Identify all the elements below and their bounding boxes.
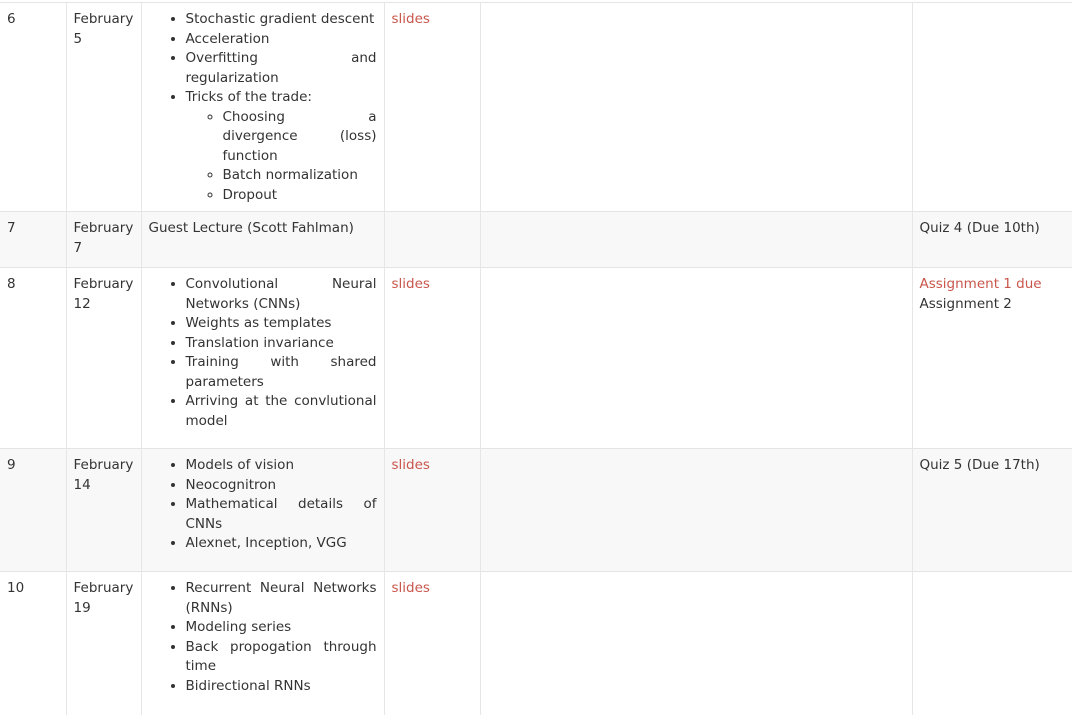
topic-item: • Weights as templates [186, 314, 377, 334]
table-row [0, 572, 1072, 715]
topic-list [149, 456, 377, 554]
topic-text: Guest Lecture (Scott Fahlman) [141, 212, 384, 268]
notes-cell [912, 3, 1072, 212]
extra-cell [480, 572, 912, 715]
lecture-date: February 12 [66, 268, 141, 449]
topic-item: • Recurrent Neural Networks (RNNs) [186, 579, 377, 618]
topic-item [186, 88, 377, 205]
subtopic-item: ◦ Batch normalization [223, 166, 377, 186]
topic-item: • Bidirectional RNNs [186, 677, 377, 697]
extra-cell [480, 449, 912, 572]
slides-link[interactable]: slides [391, 580, 430, 596]
topic-item: • Translation invariance [186, 334, 377, 354]
subtopic-item: ◦ Choosing a divergence (loss) function [223, 108, 377, 167]
topics-cell [141, 449, 384, 572]
subtopic-list [186, 108, 377, 206]
slides-link[interactable]: slides [391, 11, 430, 27]
assignment-due-link[interactable]: Assignment 1 due [919, 276, 1042, 292]
slides-cell [384, 449, 480, 572]
extra-cell [480, 268, 912, 449]
notes-cell: Quiz 5 (Due 17th) [919, 457, 1040, 473]
table-row [0, 3, 1072, 212]
topic-item: • Alexnet, Inception, VGG [186, 534, 377, 554]
table-row [0, 268, 1072, 449]
topic-item: • Modeling series [186, 618, 377, 638]
lecture-number: 10 [0, 572, 66, 715]
lecture-number: 7 [0, 212, 66, 268]
topic-list [149, 579, 377, 696]
subtopic-item: ◦ Dropout [223, 186, 377, 206]
notes-cell: Quiz 4 (Due 10th) [919, 220, 1040, 236]
topic-item: • Back propogation through time [186, 638, 377, 677]
slides-cell [384, 268, 480, 449]
notes-cell [912, 268, 1072, 449]
schedule-table [0, 2, 1072, 715]
topic-item-label: Tricks of the trade: [185, 89, 312, 105]
lecture-date: February 7 [66, 212, 141, 268]
topic-item: • Convolutional Neural Networks (CNNs) [186, 275, 377, 314]
topic-list [149, 275, 377, 431]
topic-item: • Models of vision [186, 456, 377, 476]
slides-cell [384, 212, 480, 268]
lecture-number: 6 [0, 3, 66, 212]
extra-cell [480, 212, 912, 268]
table-row [0, 212, 1072, 268]
lecture-number: 8 [0, 268, 66, 449]
topic-item: • Training with shared parameters [186, 353, 377, 392]
topics-cell [141, 572, 384, 715]
topic-item: • Stochastic gradient descent [186, 10, 377, 30]
table-row [0, 449, 1072, 572]
slides-cell [384, 572, 480, 715]
slides-link[interactable]: slides [391, 457, 430, 473]
extra-cell [480, 3, 912, 212]
lecture-date: February 14 [66, 449, 141, 572]
topic-item: • Neocognitron [186, 476, 377, 496]
lecture-date: February 19 [66, 572, 141, 715]
notes-cell [912, 572, 1072, 715]
topic-item: • Acceleration [186, 30, 377, 50]
slides-cell [384, 3, 480, 212]
topics-cell [141, 3, 384, 212]
topic-item: • Overfitting and regularization [186, 49, 377, 88]
lecture-number: 9 [0, 449, 66, 572]
slides-link[interactable]: slides [391, 276, 430, 292]
topic-item: • Arriving at the convlutional model [186, 392, 377, 431]
assignment-text: Assignment 2 [919, 295, 1012, 312]
topic-list [149, 10, 377, 205]
lecture-date: February 5 [66, 3, 141, 212]
topic-item: • Mathematical details of CNNs [186, 495, 377, 534]
topics-cell [141, 268, 384, 449]
